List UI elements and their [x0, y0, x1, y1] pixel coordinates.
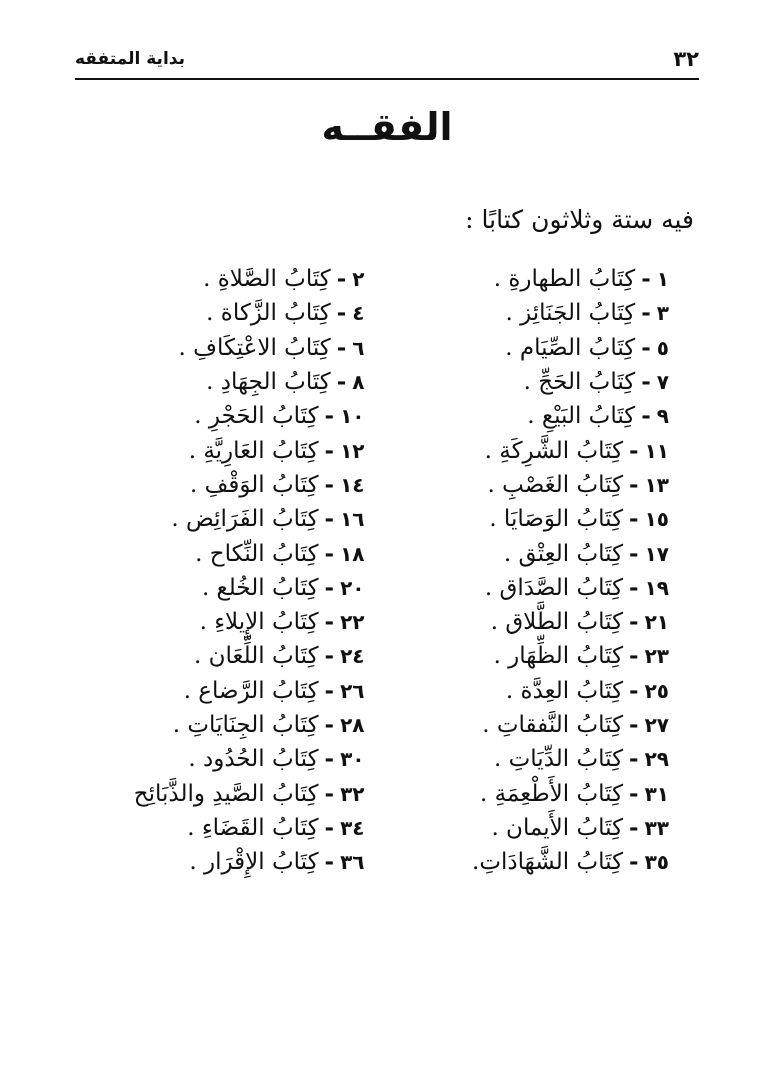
book-dash: - — [336, 333, 347, 361]
book-name: كِتَابُ الظِّهَار . — [493, 643, 624, 670]
book-number: ٢٥ — [644, 678, 669, 703]
book-name: كِتَابُ النِّكاح . — [195, 540, 319, 567]
book-name: كِتَابُ الصَّلاةِ . — [203, 266, 331, 293]
book-name: كِتَابُ الشَّرِكَةِ . — [484, 437, 624, 464]
book-number: ١١ — [644, 438, 669, 463]
book-name: كِتَابُ الإِقْرَار . — [189, 849, 319, 876]
page-header — [75, 40, 699, 80]
book-item — [395, 811, 670, 845]
book-item — [395, 502, 670, 536]
book-number: ١٨ — [340, 541, 365, 566]
book-item — [90, 433, 365, 467]
book-number: ٢٢ — [340, 610, 365, 635]
book-number: ١٢ — [340, 438, 365, 463]
book-number: ٣٠ — [340, 747, 365, 772]
book-number: ٢٩ — [644, 747, 669, 772]
book-number: ٦ — [352, 335, 365, 360]
book-name: كِتَابُ الحَجِّ . — [523, 369, 636, 396]
book-item — [395, 639, 670, 673]
book-number: ٢٤ — [340, 644, 365, 669]
book-dash: - — [324, 436, 335, 464]
book-number: ١٤ — [340, 472, 365, 497]
book-name: كِتَابُ الوَصَايَا . — [489, 506, 624, 533]
book-number: ١٦ — [340, 507, 365, 532]
book-dash: - — [324, 745, 335, 773]
book-dash: - — [629, 608, 639, 636]
book-name: كِتَابُ البَيْعِ . — [527, 403, 636, 430]
book-item — [395, 468, 670, 502]
book-item — [90, 674, 365, 708]
book-dash: - — [641, 402, 651, 430]
book-item — [395, 708, 670, 742]
book-name: كِتَابُ الأَطْعِمَةِ . — [480, 780, 624, 807]
book-dash: - — [629, 848, 639, 876]
book-name: كِتَابُ الجِنَايَاتِ . — [172, 712, 319, 738]
book-item — [90, 365, 365, 399]
book-number: ٣٣ — [644, 815, 669, 840]
book-dash: - — [324, 402, 335, 430]
book-number: ٧ — [656, 370, 669, 395]
book-name: كِتَابُ الشَّهَادَاتِ. — [472, 849, 624, 876]
book-item — [90, 776, 365, 810]
book-dash: - — [629, 813, 639, 841]
book-dash: - — [629, 505, 639, 533]
book-name: كِتَابُ الحُدُود . — [188, 746, 319, 773]
book-item — [90, 331, 365, 365]
book-dash: - — [641, 368, 651, 396]
book-name: كِتَابُ الاعْتِكَافِ . — [178, 334, 331, 361]
book-number: ٣٥ — [644, 850, 669, 875]
book-number: ١٥ — [644, 507, 669, 532]
book-number: ٣٢ — [340, 781, 365, 806]
book-item — [395, 571, 670, 605]
book-item — [395, 536, 670, 570]
book-dash: - — [324, 608, 335, 636]
book-name: كِتَابُ الصِّيَام . — [505, 334, 636, 361]
book-item — [90, 811, 365, 845]
book-name: كِتَابُ النَّفقاتِ . — [482, 712, 624, 738]
book-number: ١٣ — [644, 472, 669, 497]
book-dash: - — [629, 779, 639, 807]
book-dash: - — [324, 676, 335, 704]
book-item — [90, 262, 365, 296]
book-dash: - — [629, 436, 639, 464]
book-name: كِتَابُ الصَّدَاق . — [484, 574, 624, 601]
book-name: كِتَابُ الوَقْفِ . — [189, 471, 319, 498]
book-item — [90, 605, 365, 639]
book-name: كِتَابُ الصَّيدِ والذَّبَائِح — [133, 780, 319, 807]
book-number: ١ — [656, 267, 669, 292]
book-name: كِتَابُ العِتْق . — [503, 540, 624, 567]
book-dash: - — [629, 573, 639, 601]
book-name: كِتَابُ الدِّيَاتِ . — [494, 746, 624, 773]
books-list — [90, 262, 669, 879]
book-name: كِتَابُ الإِيلاءِ . — [199, 609, 319, 636]
book-number: ٨ — [352, 370, 365, 395]
book-dash: - — [324, 642, 335, 670]
book-dash: - — [324, 813, 335, 841]
book-name: كِتَابُ الحَجْرِ . — [194, 403, 319, 430]
book-item — [90, 502, 365, 536]
book-dash: - — [641, 299, 651, 327]
book-number: ٢١ — [644, 610, 669, 635]
book-name: كِتَابُ الغَصْبِ . — [487, 471, 624, 498]
intro-text: فيه ستة وثلاثون كتابًا : — [465, 205, 694, 234]
book-number: ٣٦ — [340, 850, 365, 875]
book-name: كِتَابُ العِدَّة . — [505, 677, 624, 704]
book-number: ٢٧ — [644, 713, 669, 737]
book-name: كِتَابُ الطهارةِ . — [493, 266, 636, 293]
book-dash: - — [629, 745, 639, 773]
book-name: كِتَابُ العَارِيَّةِ . — [188, 437, 319, 464]
book-item — [395, 742, 670, 776]
book-dash: - — [324, 470, 335, 498]
book-item — [90, 536, 365, 570]
book-dash: - — [324, 779, 335, 807]
book-item — [395, 365, 670, 399]
book-dash: - — [324, 711, 335, 738]
book-name: كِتَابُ القَضَاءِ . — [187, 814, 319, 841]
book-item — [90, 708, 365, 742]
book-name: كِتَابُ الأَيمان . — [491, 814, 624, 841]
book-dash: - — [629, 470, 639, 498]
book-number: ٢٨ — [340, 713, 365, 737]
book-number: ٢ — [352, 267, 365, 292]
book-dash: - — [336, 368, 347, 396]
book-item — [90, 571, 365, 605]
book-number: ٢٣ — [644, 644, 669, 669]
book-name: كِتَابُ الفَرَائِض . — [171, 506, 319, 533]
book-name: كِتَابُ الخُلع . — [201, 574, 319, 601]
book-name: كِتَابُ الجِهَادِ . — [206, 369, 331, 396]
book-dash: - — [324, 505, 335, 533]
book-dash: - — [629, 539, 639, 567]
book-number: ٢٠ — [340, 575, 365, 600]
book-item — [395, 433, 670, 467]
book-number: ١٧ — [644, 541, 669, 566]
book-item — [90, 399, 365, 433]
book-item — [90, 468, 365, 502]
book-number: ٣ — [656, 301, 669, 326]
book-dash: - — [336, 265, 347, 293]
book-item — [395, 776, 670, 810]
book-name: كِتَابُ الرَّضاع . — [183, 677, 319, 704]
book-item — [395, 674, 670, 708]
book-item — [395, 296, 670, 330]
book-number: ١٩ — [644, 575, 669, 600]
book-number: ٣١ — [644, 781, 669, 806]
book-item — [90, 845, 365, 879]
book-dash: - — [324, 848, 335, 876]
book-item — [90, 296, 365, 330]
book-number: ٥ — [656, 335, 669, 360]
book-dash: - — [324, 539, 335, 567]
book-name: كِتَابُ الجَنَائِز . — [505, 300, 636, 327]
book-item — [395, 399, 670, 433]
chapter-title: الفقــه — [321, 105, 453, 149]
book-item — [90, 742, 365, 776]
book-number: ٢٦ — [340, 678, 365, 703]
book-dash: - — [324, 573, 335, 601]
book-number: ٩ — [656, 404, 669, 429]
book-dash: - — [629, 642, 639, 670]
book-dash: - — [336, 299, 347, 327]
book-number: ١٠ — [340, 404, 365, 429]
book-item — [395, 845, 670, 879]
book-dash: - — [629, 711, 639, 738]
book-dash: - — [629, 676, 639, 704]
page-number: ٣٢ — [673, 47, 699, 71]
book-number: ٤ — [352, 301, 365, 326]
book-dash: - — [641, 265, 651, 293]
book-dash: - — [641, 333, 651, 361]
book-name: كِتَابُ الطَّلاق . — [490, 609, 624, 636]
book-number: ٣٤ — [340, 815, 365, 840]
book-name: كِتَابُ اللِّعَان . — [194, 643, 319, 670]
book-item — [395, 605, 670, 639]
book-item — [395, 331, 670, 365]
book-item — [90, 639, 365, 673]
book-name: كِتَابُ الزَّكاة . — [206, 300, 331, 327]
running-title: بداية المتفقه — [75, 49, 185, 69]
book-item — [395, 262, 670, 296]
